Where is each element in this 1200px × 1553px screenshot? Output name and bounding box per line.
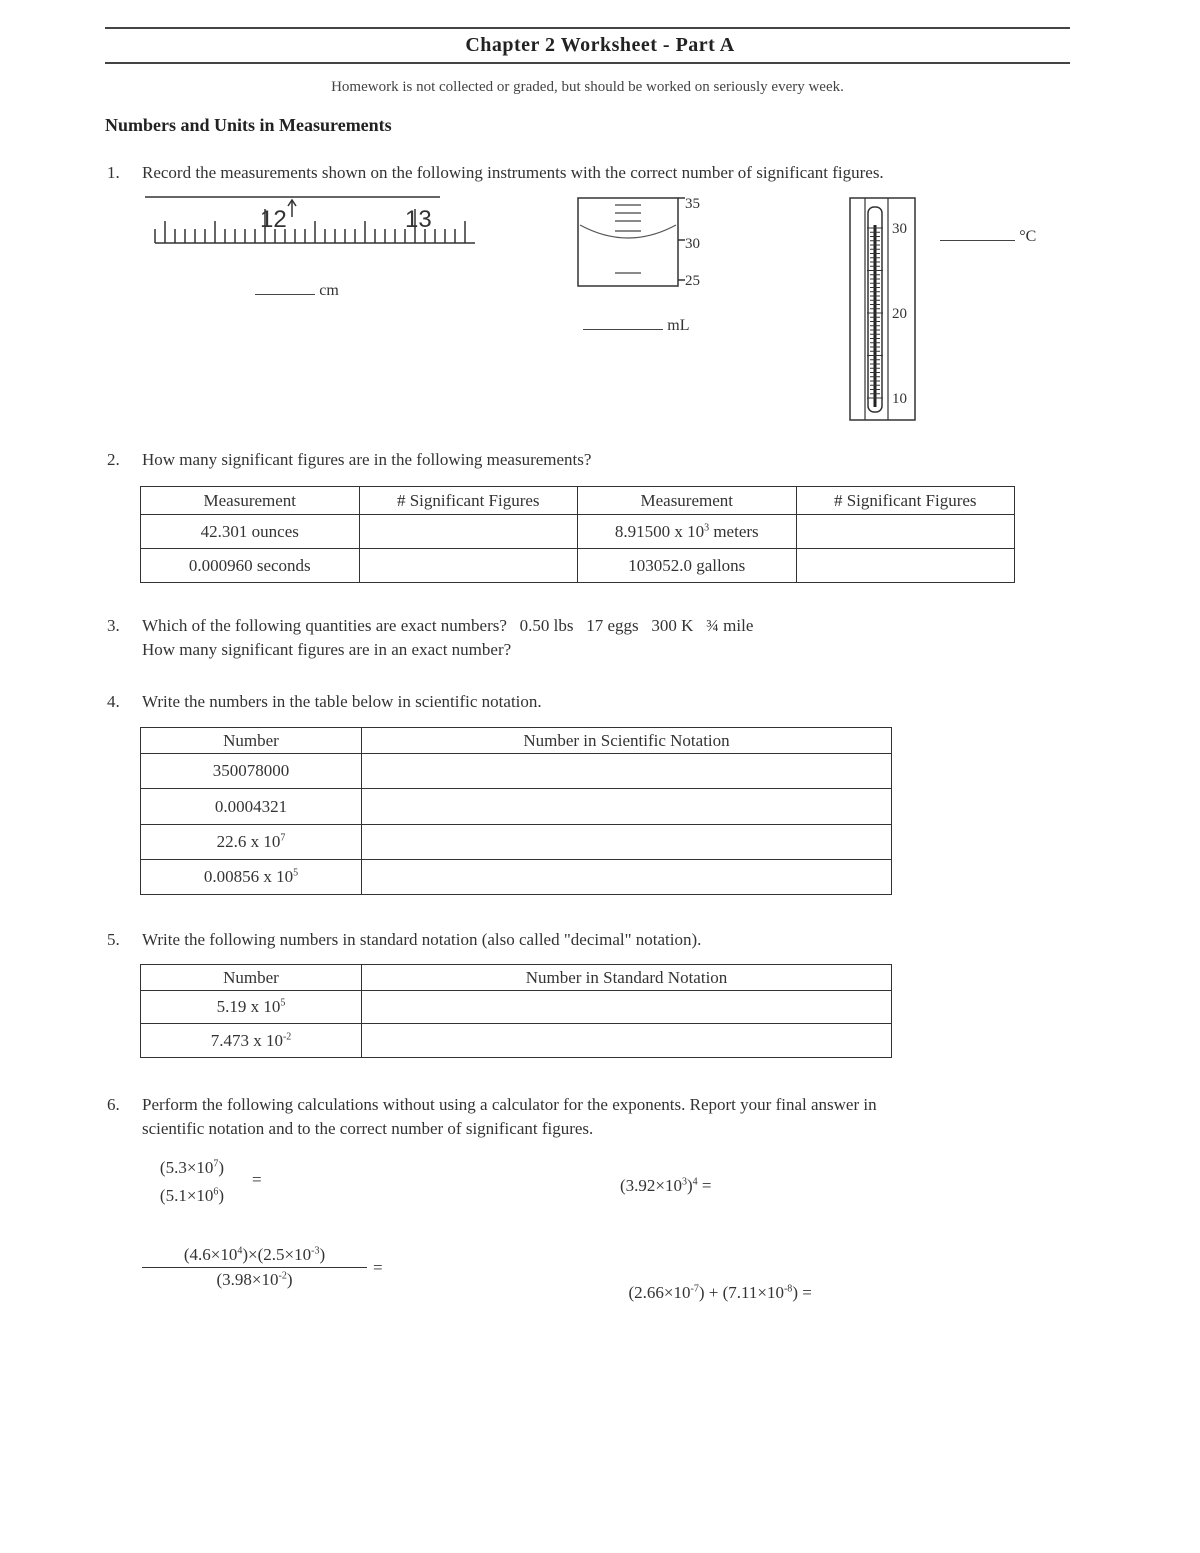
calc-b-equals: = xyxy=(697,1176,712,1195)
number-cell xyxy=(141,825,362,860)
calc-b-exp: 3 xyxy=(682,1176,687,1188)
calc-c-num-exp: 4 xyxy=(237,1245,243,1257)
ruler-svg xyxy=(140,195,480,255)
measurement-unit: meters xyxy=(709,521,759,541)
calc-a-num-exp: 7 xyxy=(213,1158,219,1170)
ruler-answer-blank[interactable] xyxy=(255,294,315,295)
question-text: Record the measurements shown on the following instruments with the correct number of significant figures. xyxy=(142,163,884,182)
section-heading: Numbers and Units in Measurements xyxy=(105,115,392,135)
answer-cell[interactable] xyxy=(362,860,892,895)
calc-a-den-close: ) xyxy=(218,1186,225,1205)
table-row xyxy=(141,825,892,860)
table-row xyxy=(141,860,892,895)
number-base: 7.473 x 10 xyxy=(210,1030,283,1050)
calc-c-denominator xyxy=(142,1270,367,1290)
calc-c-num-base: (4.6×10 xyxy=(183,1245,238,1264)
calc-d-expression xyxy=(620,1263,812,1303)
number-exponent: -2 xyxy=(282,1030,292,1042)
number-base: 0.00856 x 10 xyxy=(203,867,294,886)
page-subtitle: Homework is not collected or graded, but should be worked on seriously every week. xyxy=(331,79,844,95)
calc-a-num-close: ) xyxy=(218,1158,225,1177)
question-text: scientific notation and to the correct number of significant figures. xyxy=(142,1119,594,1138)
question-number: 4. xyxy=(107,692,120,711)
calc-a-den-base: (5.1×10 xyxy=(159,1186,214,1205)
number-cell xyxy=(141,1024,362,1058)
calc-d-mid: ) + (7.11×10 xyxy=(698,1283,784,1302)
number-exponent: 7 xyxy=(280,832,286,844)
number-cell xyxy=(141,991,362,1024)
cylinder-answer xyxy=(583,315,689,335)
calc-d-base: (2.66×10 xyxy=(628,1283,691,1302)
number-cell xyxy=(141,860,362,895)
table-row xyxy=(141,515,1015,549)
question-number: 5. xyxy=(107,930,120,949)
calc-c-den-exp: -2 xyxy=(278,1270,287,1282)
question-text: Write the numbers in the table below in scientific notation. xyxy=(142,692,542,711)
number-exponent: 5 xyxy=(293,867,299,879)
number-base: 22.6 x 10 xyxy=(216,832,281,851)
number-exponent: 5 xyxy=(280,997,286,1009)
calc-a-equals: = xyxy=(252,1170,262,1189)
cylinder-figure xyxy=(575,193,705,293)
ruler-unit: cm xyxy=(319,282,339,299)
thermometer-unit: °C xyxy=(1019,228,1037,245)
cylinder-svg xyxy=(575,193,705,293)
calc-c-numerator xyxy=(142,1245,367,1265)
answer-cell[interactable] xyxy=(359,549,577,583)
cylinder-label-25: 25 xyxy=(685,273,700,289)
number-base: 5.19 x 10 xyxy=(216,997,281,1016)
calc-a-den-exp: 6 xyxy=(213,1186,219,1198)
answer-cell[interactable] xyxy=(362,789,892,825)
sig-fig-table xyxy=(140,486,1015,583)
thermometer-label-20: 20 xyxy=(892,306,907,322)
question-6-line2 xyxy=(142,1119,593,1139)
question-text: How many significant figures are in the following measurements? xyxy=(142,450,592,469)
calc-b-close: ) xyxy=(687,1176,693,1195)
table-row xyxy=(141,991,892,1024)
question-number: 3. xyxy=(107,616,120,635)
question-text: Perform the following calculations without using a calculator for the exponents. Report your final answer in xyxy=(142,1095,877,1114)
calc-c-equals: = xyxy=(373,1258,383,1277)
calc-b-base: (3.92×10 xyxy=(620,1176,682,1195)
calc-c-num-close: ) xyxy=(319,1245,326,1264)
measurement-exponent: 3 xyxy=(704,521,710,533)
calc-a-num-base: (5.3×10 xyxy=(159,1158,214,1177)
cylinder-unit: mL xyxy=(667,317,690,334)
answer-cell[interactable] xyxy=(362,991,892,1024)
title-rule xyxy=(105,62,1070,64)
number-cell: 0.0004321 xyxy=(141,789,362,825)
number-cell: 350078000 xyxy=(141,754,362,789)
question-3-line2 xyxy=(142,640,511,660)
answer-cell[interactable] xyxy=(796,549,1014,583)
col-header: Number xyxy=(141,965,362,991)
cylinder-label-35: 35 xyxy=(685,196,700,212)
table-row xyxy=(141,754,892,789)
col-header: Number xyxy=(141,728,362,754)
measurement-base: 8.91500 x 10 xyxy=(614,521,705,541)
ruler-figure xyxy=(140,195,480,255)
ruler-label-13: 13 xyxy=(405,206,432,233)
ruler-label-12: 12 xyxy=(260,206,287,233)
col-header: # Significant Figures xyxy=(796,487,1014,515)
col-header: Measurement xyxy=(577,487,796,515)
measurement-cell: 0.000960 seconds xyxy=(141,549,360,583)
answer-cell[interactable] xyxy=(796,515,1014,549)
thermometer-svg xyxy=(845,195,935,425)
page-title: Chapter 2 Worksheet - Part A xyxy=(465,34,735,56)
calc-c-den-base: (3.98×10 xyxy=(216,1270,279,1289)
answer-cell[interactable] xyxy=(359,515,577,549)
calc-d-exp: -7 xyxy=(690,1283,699,1295)
measurement-cell: 103052.0 gallons xyxy=(577,549,796,583)
table-row xyxy=(141,549,1015,583)
ruler-answer xyxy=(255,280,339,300)
calc-c-num-mid: )×(2.5×10 xyxy=(242,1245,312,1264)
measurement-cell: 42.301 ounces xyxy=(141,515,360,549)
calc-d-exp2: -8 xyxy=(783,1283,793,1295)
table-row xyxy=(141,1024,892,1058)
calc-d-close: ) = xyxy=(792,1283,812,1302)
thermometer-ticks xyxy=(867,228,883,398)
thermometer-label-30: 30 xyxy=(892,221,907,237)
thermometer-label-10: 10 xyxy=(892,391,907,407)
col-header: Number in Scientific Notation xyxy=(362,728,892,754)
standard-notation-table xyxy=(140,964,892,1058)
question-text: Write the following numbers in standard notation (also called "decimal" notation). xyxy=(142,930,702,949)
cylinder-answer-blank[interactable] xyxy=(583,329,663,330)
measurement-cell xyxy=(577,515,796,549)
calc-c-fraction xyxy=(142,1245,367,1290)
col-header: # Significant Figures xyxy=(359,487,577,515)
question-number: 1. xyxy=(107,163,120,182)
scientific-notation-table xyxy=(140,727,892,895)
calc-c-fraction-bar xyxy=(142,1267,367,1268)
question-number: 2. xyxy=(107,450,120,469)
calc-c-den-close: ) xyxy=(286,1270,293,1289)
table-row xyxy=(141,789,892,825)
question-text: How many significant figures are in an exact number? xyxy=(142,640,512,659)
answer-cell[interactable] xyxy=(362,754,892,789)
col-header: Number in Standard Notation xyxy=(362,965,892,991)
thermometer-figure xyxy=(845,195,935,425)
calc-a-fraction xyxy=(142,1158,242,1206)
question-text: Which of the following quantities are exact numbers? 0.50 lbs 17 eggs 300 K ¾ mile xyxy=(142,616,754,635)
calc-a-numerator xyxy=(142,1158,242,1178)
top-rule xyxy=(105,27,1070,29)
col-header: Measurement xyxy=(141,487,360,515)
calc-c-num-exp2: -3 xyxy=(311,1245,320,1257)
question-number: 6. xyxy=(107,1095,120,1114)
calc-a-denominator xyxy=(142,1186,242,1206)
answer-cell[interactable] xyxy=(362,825,892,860)
cylinder-label-30: 30 xyxy=(685,236,700,252)
calc-b-power: 4 xyxy=(692,1176,698,1188)
thermometer-answer xyxy=(940,226,1036,246)
calc-b-expression xyxy=(620,1176,712,1196)
answer-cell[interactable] xyxy=(362,1024,892,1058)
thermometer-answer-blank[interactable] xyxy=(940,240,1015,241)
